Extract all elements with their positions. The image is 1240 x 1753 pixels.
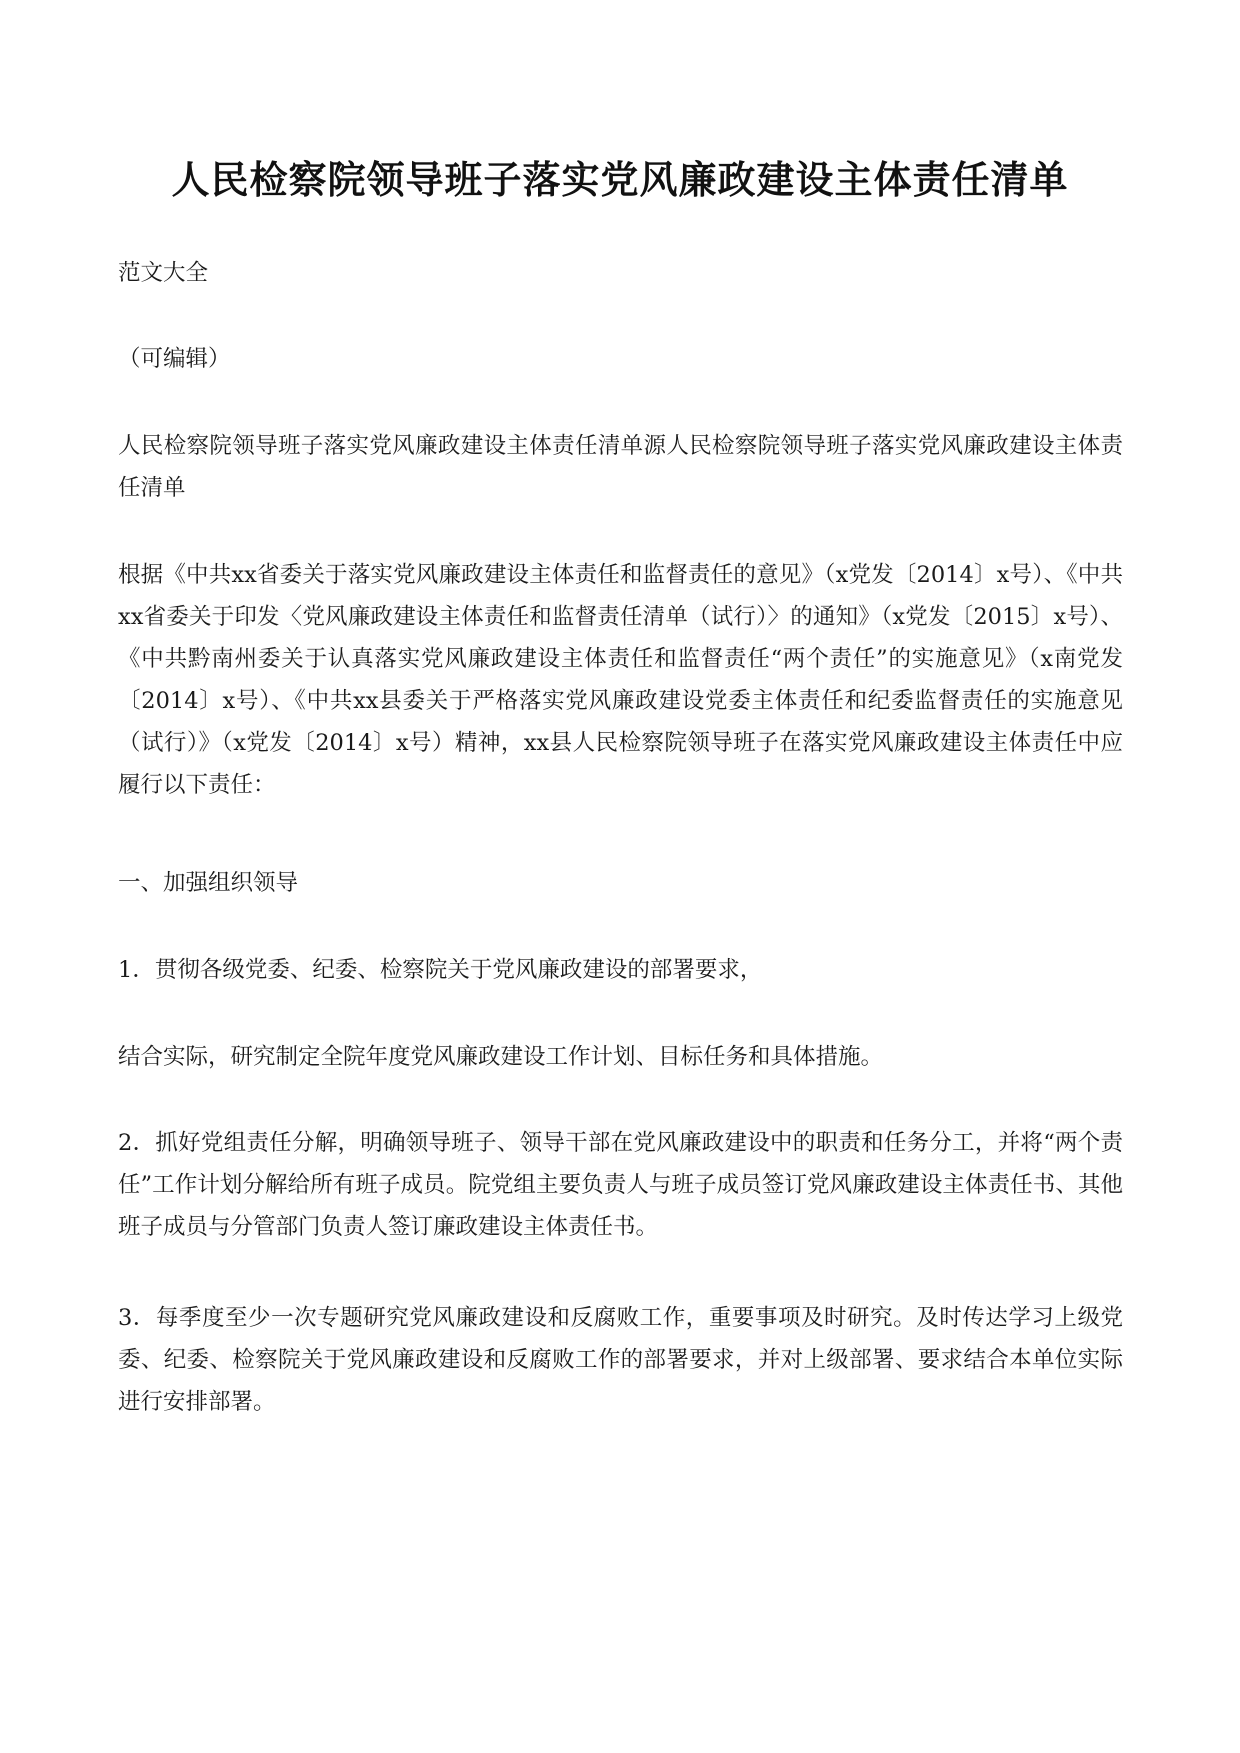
section-heading-1: 一、加强组织领导	[118, 870, 299, 896]
item-1-line-2: 结合实际，研究制定全院年度党风廉政建设工作计划、目标任务和具体措施。	[118, 1044, 884, 1070]
item-1-line-1: 1．贯彻各级党委、纪委、检察院关于党风廉政建设的部署要求，	[118, 957, 763, 983]
intro-paragraph: 人民检察院领导班子落实党风廉政建设主体责任清单源人民检察院领导班子落实党风廉政建设主体责任清单	[118, 433, 1123, 501]
document-title: 人民检察院领导班子落实党风廉政建设主体责任清单	[171, 157, 1069, 202]
basis-paragraph: 根据《中共xx省委关于落实党风廉政建设主体责任和监督责任的意见》（x党发〔2014〕x号）、《中共xx省委关于印发〈党风廉政建设主体责任和监督责任清单（试行）〉的通知》（x党发〔2015〕x号）、《中共黔南州委关于认真落实党风廉政建设主体责任和监督责任“两个责任”的实施意见》（x南党发〔2014〕x号）、《中共xx县委关于严格落实党风廉政建设党委主体责任和纪委监督责任的实施意见（试行）》（x党发〔2014〕x号）精神，xx县人民检察院领导班子在落实党风廉政建设主体责任中应履行以下责任：	[118, 562, 1123, 798]
subtitle: 范文大全	[118, 260, 209, 286]
editable-note: （可编辑）	[118, 346, 231, 372]
item-2-paragraph: 2．抓好党组责任分解，明确领导班子、领导干部在党风廉政建设中的职责和任务分工，并将“两个责任”工作计划分解给所有班子成员。院党组主要负责人与班子成员签订党风廉政建设主体责任书、其他班子成员与分管部门负责人签订廉政建设主体责任书。	[118, 1130, 1123, 1240]
item-3-paragraph: 3．每季度至少一次专题研究党风廉政建设和反腐败工作，重要事项及时研究。及时传达学习上级党委、纪委、检察院关于党风廉政建设和反腐败工作的部署要求，并对上级部署、要求结合本单位实际进行安排部署。	[118, 1305, 1123, 1415]
